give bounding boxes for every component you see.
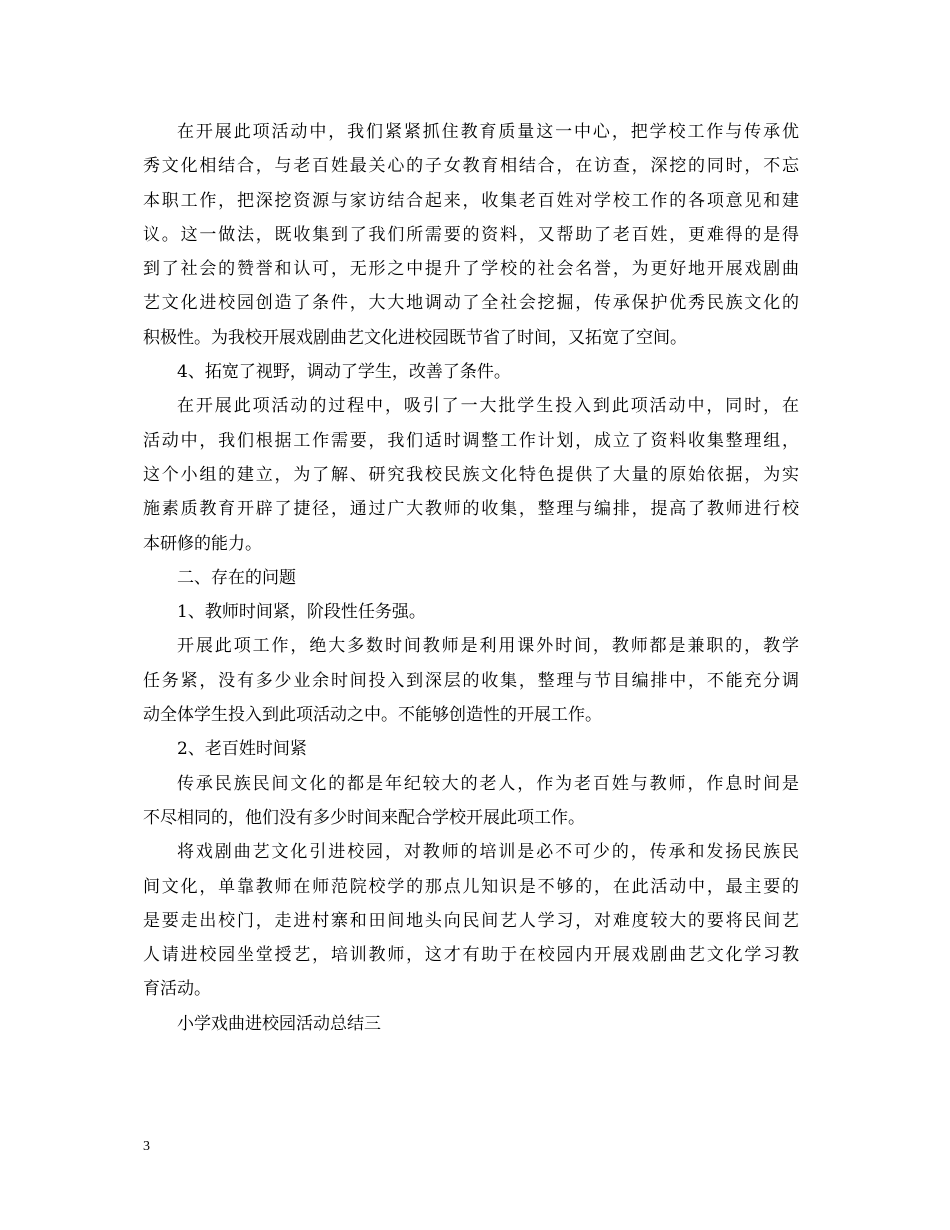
paragraph: [143, 767, 799, 836]
paragraph-line: 2、老百姓时间紧: [177, 739, 307, 760]
paragraph-line: 动全体学生投入到此项活动之中。不能够创造性的开展工作。: [143, 705, 602, 726]
paragraph-line: 本职工作，把深挖资源与家访结合起来，收集老百姓对学校工作的各项意见和建: [143, 190, 799, 211]
paragraph-line: 二、存在的问题: [177, 567, 296, 588]
paragraph: [143, 389, 799, 560]
paragraph: [143, 355, 799, 389]
paragraph: [143, 115, 799, 355]
paragraph-line: 4、拓宽了视野，调动了学生，改善了条件。: [177, 362, 511, 383]
paragraph: [143, 1007, 799, 1041]
paragraph-line: 活动中，我们根据工作需要，我们适时调整工作计划，成立了资料收集整理组，: [143, 430, 799, 451]
paragraph-line: 人请进校园坐堂授艺，培训教师，这才有助于在校园内开展戏剧曲艺文化学习教: [143, 945, 799, 966]
paragraph-line: 施素质教育开辟了捷径，通过广大教师的收集，整理与编排，提高了教师进行校: [143, 499, 799, 520]
paragraph: [143, 629, 799, 732]
paragraph: [143, 561, 799, 595]
paragraph-line: 1、教师时间紧，阶段性任务强。: [177, 602, 426, 623]
paragraph-line: 将戏剧曲艺文化引进校园，对教师的培训是必不可少的，传承和发扬民族民: [177, 842, 799, 863]
paragraph-line: 传承民族民间文化的都是年纪较大的老人，作为老百姓与教师，作息时间是: [177, 773, 799, 794]
page-number: 3: [143, 1139, 150, 1154]
paragraph-line: 间文化，单靠教师在师范院校学的那点儿知识是不够的，在此活动中，最主要的: [143, 876, 799, 897]
paragraph-line: 这个小组的建立，为了解、研究我校民族文化特色提供了大量的原始依据，为实: [143, 464, 799, 485]
paragraph-line: 小学戏曲进校园活动总结三: [177, 1013, 381, 1034]
paragraph-line: 议。这一做法，既收集到了我们所需要的资料，又帮助了老百姓，更难得的是得: [143, 224, 799, 245]
paragraph-line: 在开展此项活动中，我们紧紧抓住教育质量这一中心，把学校工作与传承优: [177, 122, 799, 142]
paragraph-line: 在开展此项活动的过程中，吸引了一大批学生投入到此项活动中，同时，在: [177, 396, 799, 417]
paragraph-line: 积极性。为我校开展戏剧曲艺文化进校园既节省了时间，又拓宽了空间。: [143, 327, 687, 348]
paragraph-line: 开展此项工作，绝大多数时间教师是利用课外时间，教师都是兼职的，教学: [177, 636, 799, 657]
paragraph: [143, 835, 799, 1006]
paragraph-line: 是要走出校门，走进村寨和田间地头向民间艺人学习，对难度较大的要将民间艺: [143, 910, 799, 931]
paragraph: [143, 595, 799, 629]
paragraph-line: 艺文化进校园创造了条件，大大地调动了全社会挖掘，传承保护优秀民族文化的: [143, 293, 799, 314]
paragraph-line: 不尽相同的，他们没有多少时间来配合学校开展此项工作。: [143, 807, 585, 828]
document-body: [143, 115, 799, 1041]
paragraph-line: 育活动。: [143, 979, 211, 1000]
paragraph-line: 任务紧，没有多少业余时间投入到深层的收集，整理与节目编排中，不能充分调: [143, 670, 799, 691]
paragraph-line: 本研修的能力。: [143, 533, 262, 554]
paragraph-line: 秀文化相结合，与老百姓最关心的子女教育相结合，在访查，深挖的同时，不忘: [143, 156, 799, 177]
paragraph-line: 到了社会的赞誉和认可，无形之中提升了学校的社会名誉，为更好地开展戏剧曲: [143, 259, 799, 280]
paragraph: [143, 732, 799, 766]
